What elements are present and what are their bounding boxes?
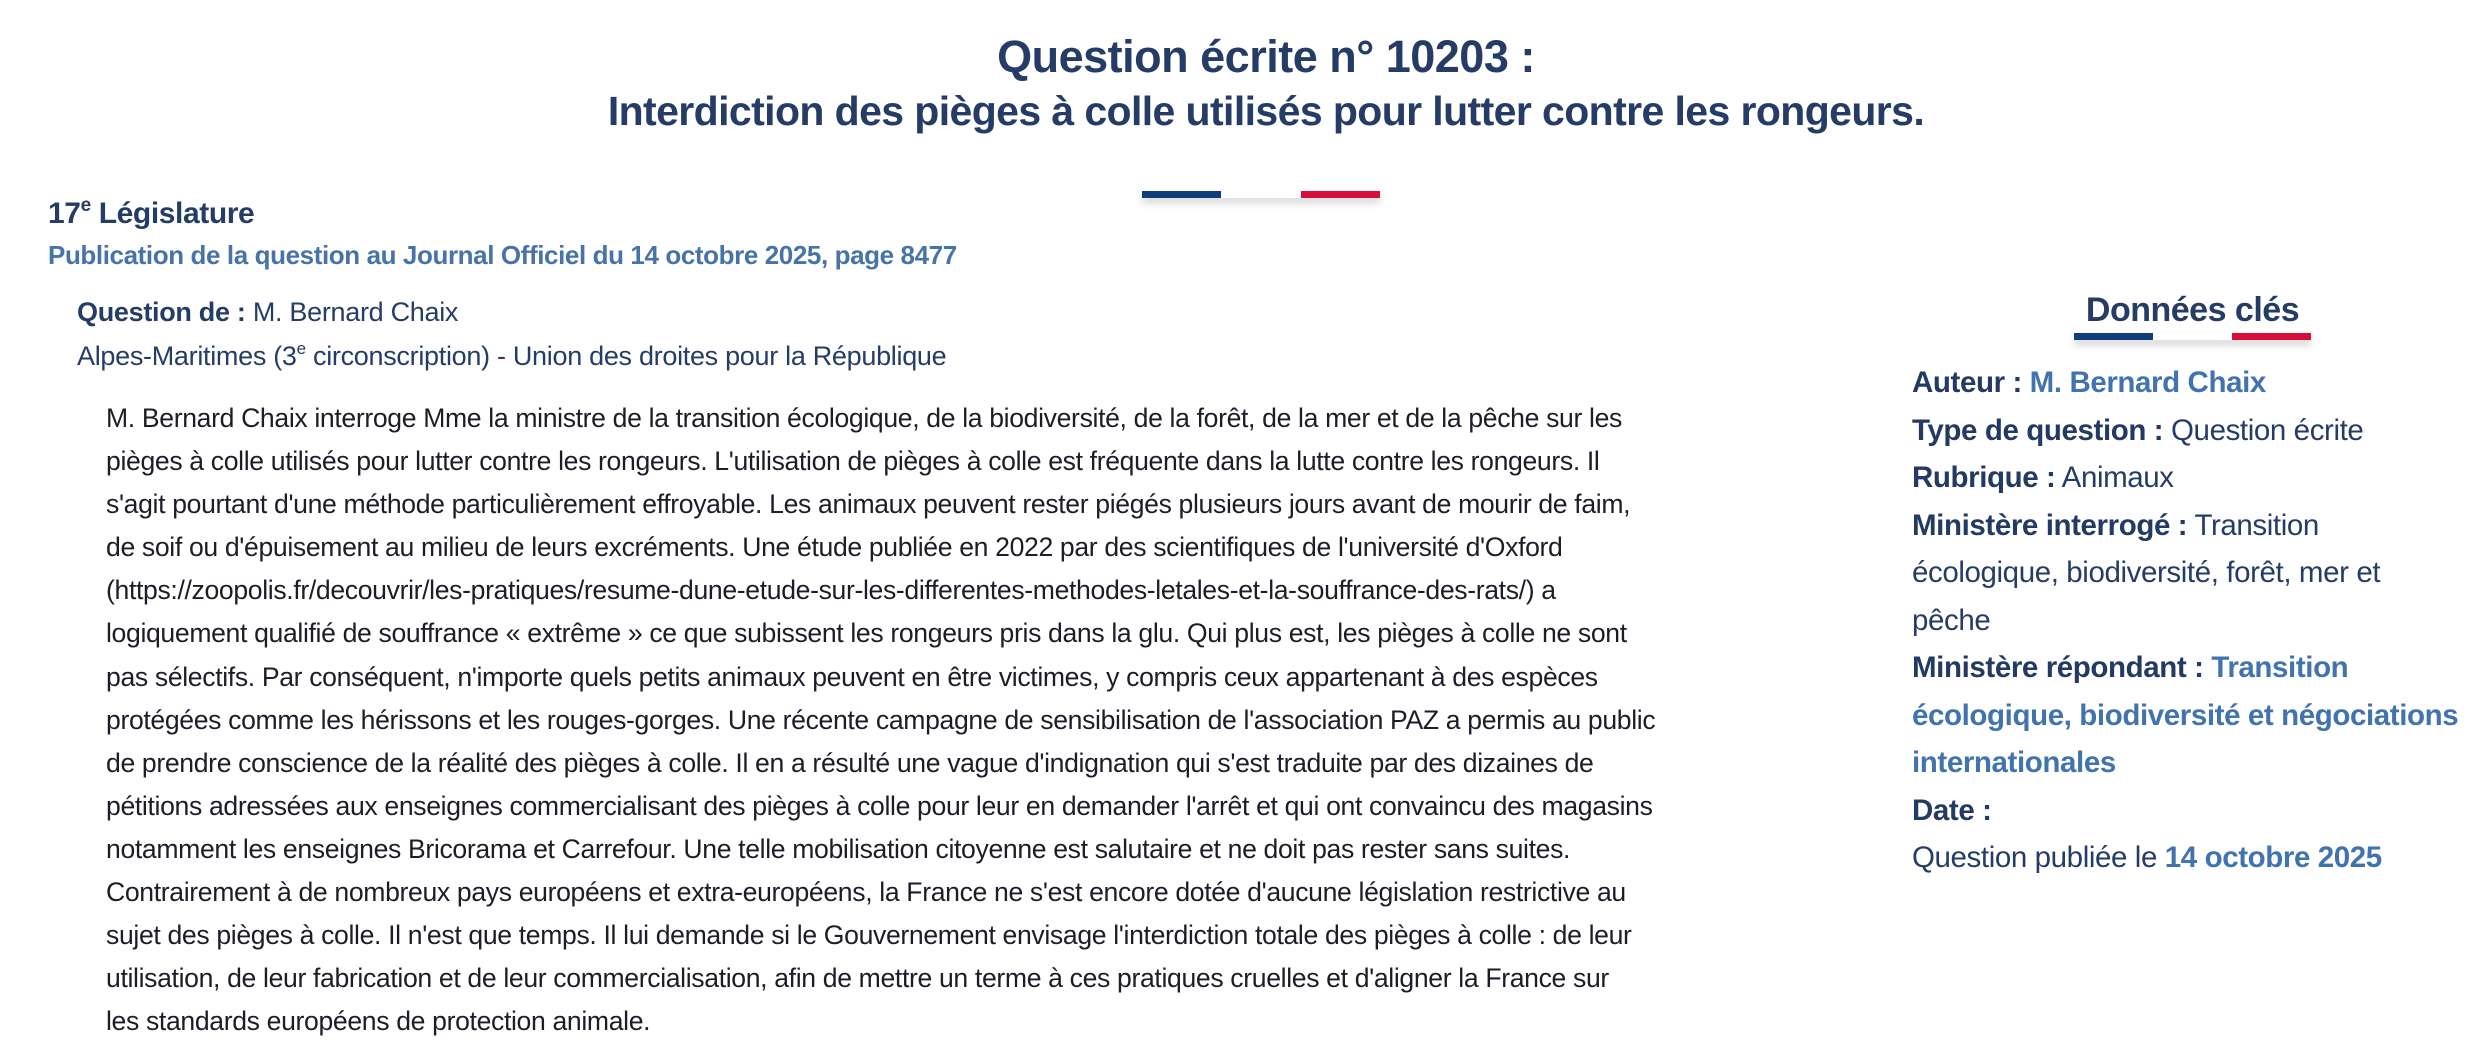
ministry-answering-link[interactable]: Transition bbox=[2211, 651, 2349, 684]
flag-blue-segment bbox=[1142, 191, 1221, 198]
question-text-line: pas sélectifs. Par conséquent, n'importe quels petits animaux peuvent en être victimes, y compris ceux appartenant à des espèces bbox=[106, 661, 1598, 692]
publication-info: Publication de la question au Journal Officiel du 14 octobre 2025, page 8477 bbox=[48, 240, 957, 270]
question-text-line: utilisation, de leur fabrication et de leur commercialisation, afin de mettre un terme à ces pratiques cruelles et d'aligner la France sur bbox=[106, 963, 1609, 994]
flag-blue-segment bbox=[2074, 333, 2153, 340]
page-header bbox=[0, 28, 2484, 136]
type-value: Question écrite bbox=[2171, 413, 2364, 447]
question-text bbox=[106, 397, 1806, 1043]
legislature-number: 17 bbox=[48, 197, 81, 230]
question-author-block bbox=[77, 290, 946, 378]
question-text-line: logiquement qualifié de souffrance « extrême » ce que subissent les rongeurs pris dans la glu. Qui plus est, les pièges à colle ne sont bbox=[106, 618, 1627, 649]
key-data-ministry-answering bbox=[1912, 644, 2484, 787]
key-data-list bbox=[1912, 359, 2484, 882]
legislature-heading bbox=[48, 196, 254, 232]
question-text-line: sujet des pièges à colle. Il n'est que temps. Il lui demande si le Gouvernement envisage l'interdiction totale des pièges à colle : de leur bbox=[106, 920, 1632, 951]
key-data-ministry-asked bbox=[1912, 502, 2484, 645]
page-title: Question écrite n° 10203 : bbox=[997, 31, 1535, 82]
ministry-asked-value: pêche bbox=[1912, 603, 1991, 637]
district-suffix: circonscription) - Union des droites pour la République bbox=[305, 341, 947, 371]
ministry-asked-value: Transition bbox=[2194, 508, 2319, 542]
question-author-name: M. Bernard Chaix bbox=[252, 297, 459, 327]
district-superscript: e bbox=[296, 339, 306, 358]
author-label: Auteur : bbox=[1912, 366, 2022, 399]
question-text-line: les standards européens de protection animale. bbox=[106, 1006, 651, 1037]
date-prefix: Question publiée le bbox=[1912, 841, 2165, 874]
district-prefix: Alpes-Maritimes (3 bbox=[77, 341, 297, 371]
key-data-author bbox=[1912, 359, 2484, 407]
question-text-line: protégées comme les hérissons et les rouges-gorges. Une récente campagne de sensibilisation de l'association PAZ a permis au public bbox=[106, 704, 1656, 735]
key-data-title: Données clés bbox=[2085, 291, 2300, 329]
flag-white-segment bbox=[1221, 191, 1300, 198]
ministry-answering-first-line bbox=[1912, 644, 2484, 692]
ministry-answering-link[interactable]: écologique, biodiversité et négociations bbox=[1912, 698, 2459, 732]
question-text-line: pièges à colle utilisés pour lutter contre les rongeurs. L'utilisation de pièges à colle est fréquente dans la lutte contre les rongeurs. Il bbox=[106, 446, 1600, 477]
author-link[interactable]: M. Bernard Chaix bbox=[2029, 366, 2266, 399]
question-text-line: notamment les enseignes Bricorama et Carrefour. Une telle mobilisation citoyenne est salutaire et ne doit pas rester sans suites. bbox=[106, 833, 1571, 864]
question-author-label: Question de : bbox=[77, 297, 246, 327]
question-text-line: de prendre conscience de la réalité des pièges à colle. Il en a résulté une vague d'indignation qui s'est traduite par des dizaines de bbox=[106, 747, 1594, 778]
flag-red-segment bbox=[2232, 333, 2311, 340]
legislature-suffix: e bbox=[80, 195, 91, 216]
key-data-rubric bbox=[1912, 454, 2484, 502]
question-author-district bbox=[77, 334, 946, 378]
key-data-tricolor-underline bbox=[2074, 333, 2311, 340]
rubric-label: Rubrique : bbox=[1912, 461, 2056, 494]
flag-white-segment bbox=[2153, 333, 2232, 340]
key-data-date bbox=[1912, 787, 2484, 882]
type-label: Type de question : bbox=[1912, 413, 2164, 447]
ministry-asked-value: écologique, biodiversité, forêt, mer et bbox=[1912, 556, 2381, 589]
date-label: Date : bbox=[1912, 793, 1992, 827]
flag-red-segment bbox=[1301, 191, 1380, 198]
question-text-line: (https://zoopolis.fr/decouvrir/les-pratiques/resume-dune-etude-sur-les-differentes-methodes-letales-et-la-souffrance-des-rats/) a bbox=[106, 575, 1556, 606]
date-line bbox=[1912, 834, 2484, 882]
question-text-line: pétitions adressées aux enseignes commercialisant des pièges à colle pour leur en demander l'arrêt et qui ont convaincu des magasins bbox=[106, 790, 1653, 821]
ministry-asked-first-line bbox=[1912, 502, 2484, 550]
question-text-line: Contrairement à de nombreux pays européens et extra-européens, la France ne s'est encore dotée d'aucune législation restrictive au bbox=[106, 877, 1626, 908]
ministry-answering-link[interactable]: internationales bbox=[1912, 746, 2116, 779]
rubric-value: Animaux bbox=[2061, 461, 2174, 494]
ministry-asked-label: Ministère interrogé : bbox=[1912, 508, 2188, 542]
key-data-type bbox=[1912, 407, 2484, 455]
question-author-line bbox=[77, 290, 946, 334]
ministry-answering-label: Ministère répondant : bbox=[1912, 651, 2204, 684]
tricolor-divider bbox=[1142, 191, 1380, 198]
question-text-line: s'agit pourtant d'une méthode particulièrement effroyable. Les animaux peuvent rester piégés plusieurs jours avant de mourir de faim, bbox=[106, 489, 1631, 520]
question-text-line: de soif ou d'épuisement au milieu de leurs excréments. Une étude publiée en 2022 par des scientifiques de l'université d'Oxford bbox=[106, 532, 1563, 563]
page-subtitle: Interdiction des pièges à colle utilisés pour lutter contre les rongeurs. bbox=[607, 88, 1925, 134]
legislature-label: Législature bbox=[98, 197, 255, 230]
question-text-line: M. Bernard Chaix interroge Mme la ministre de la transition écologique, de la biodiversité, de la forêt, de la mer et de la pêche sur les bbox=[106, 403, 1622, 433]
date-link[interactable]: 14 octobre 2025 bbox=[2164, 841, 2382, 874]
